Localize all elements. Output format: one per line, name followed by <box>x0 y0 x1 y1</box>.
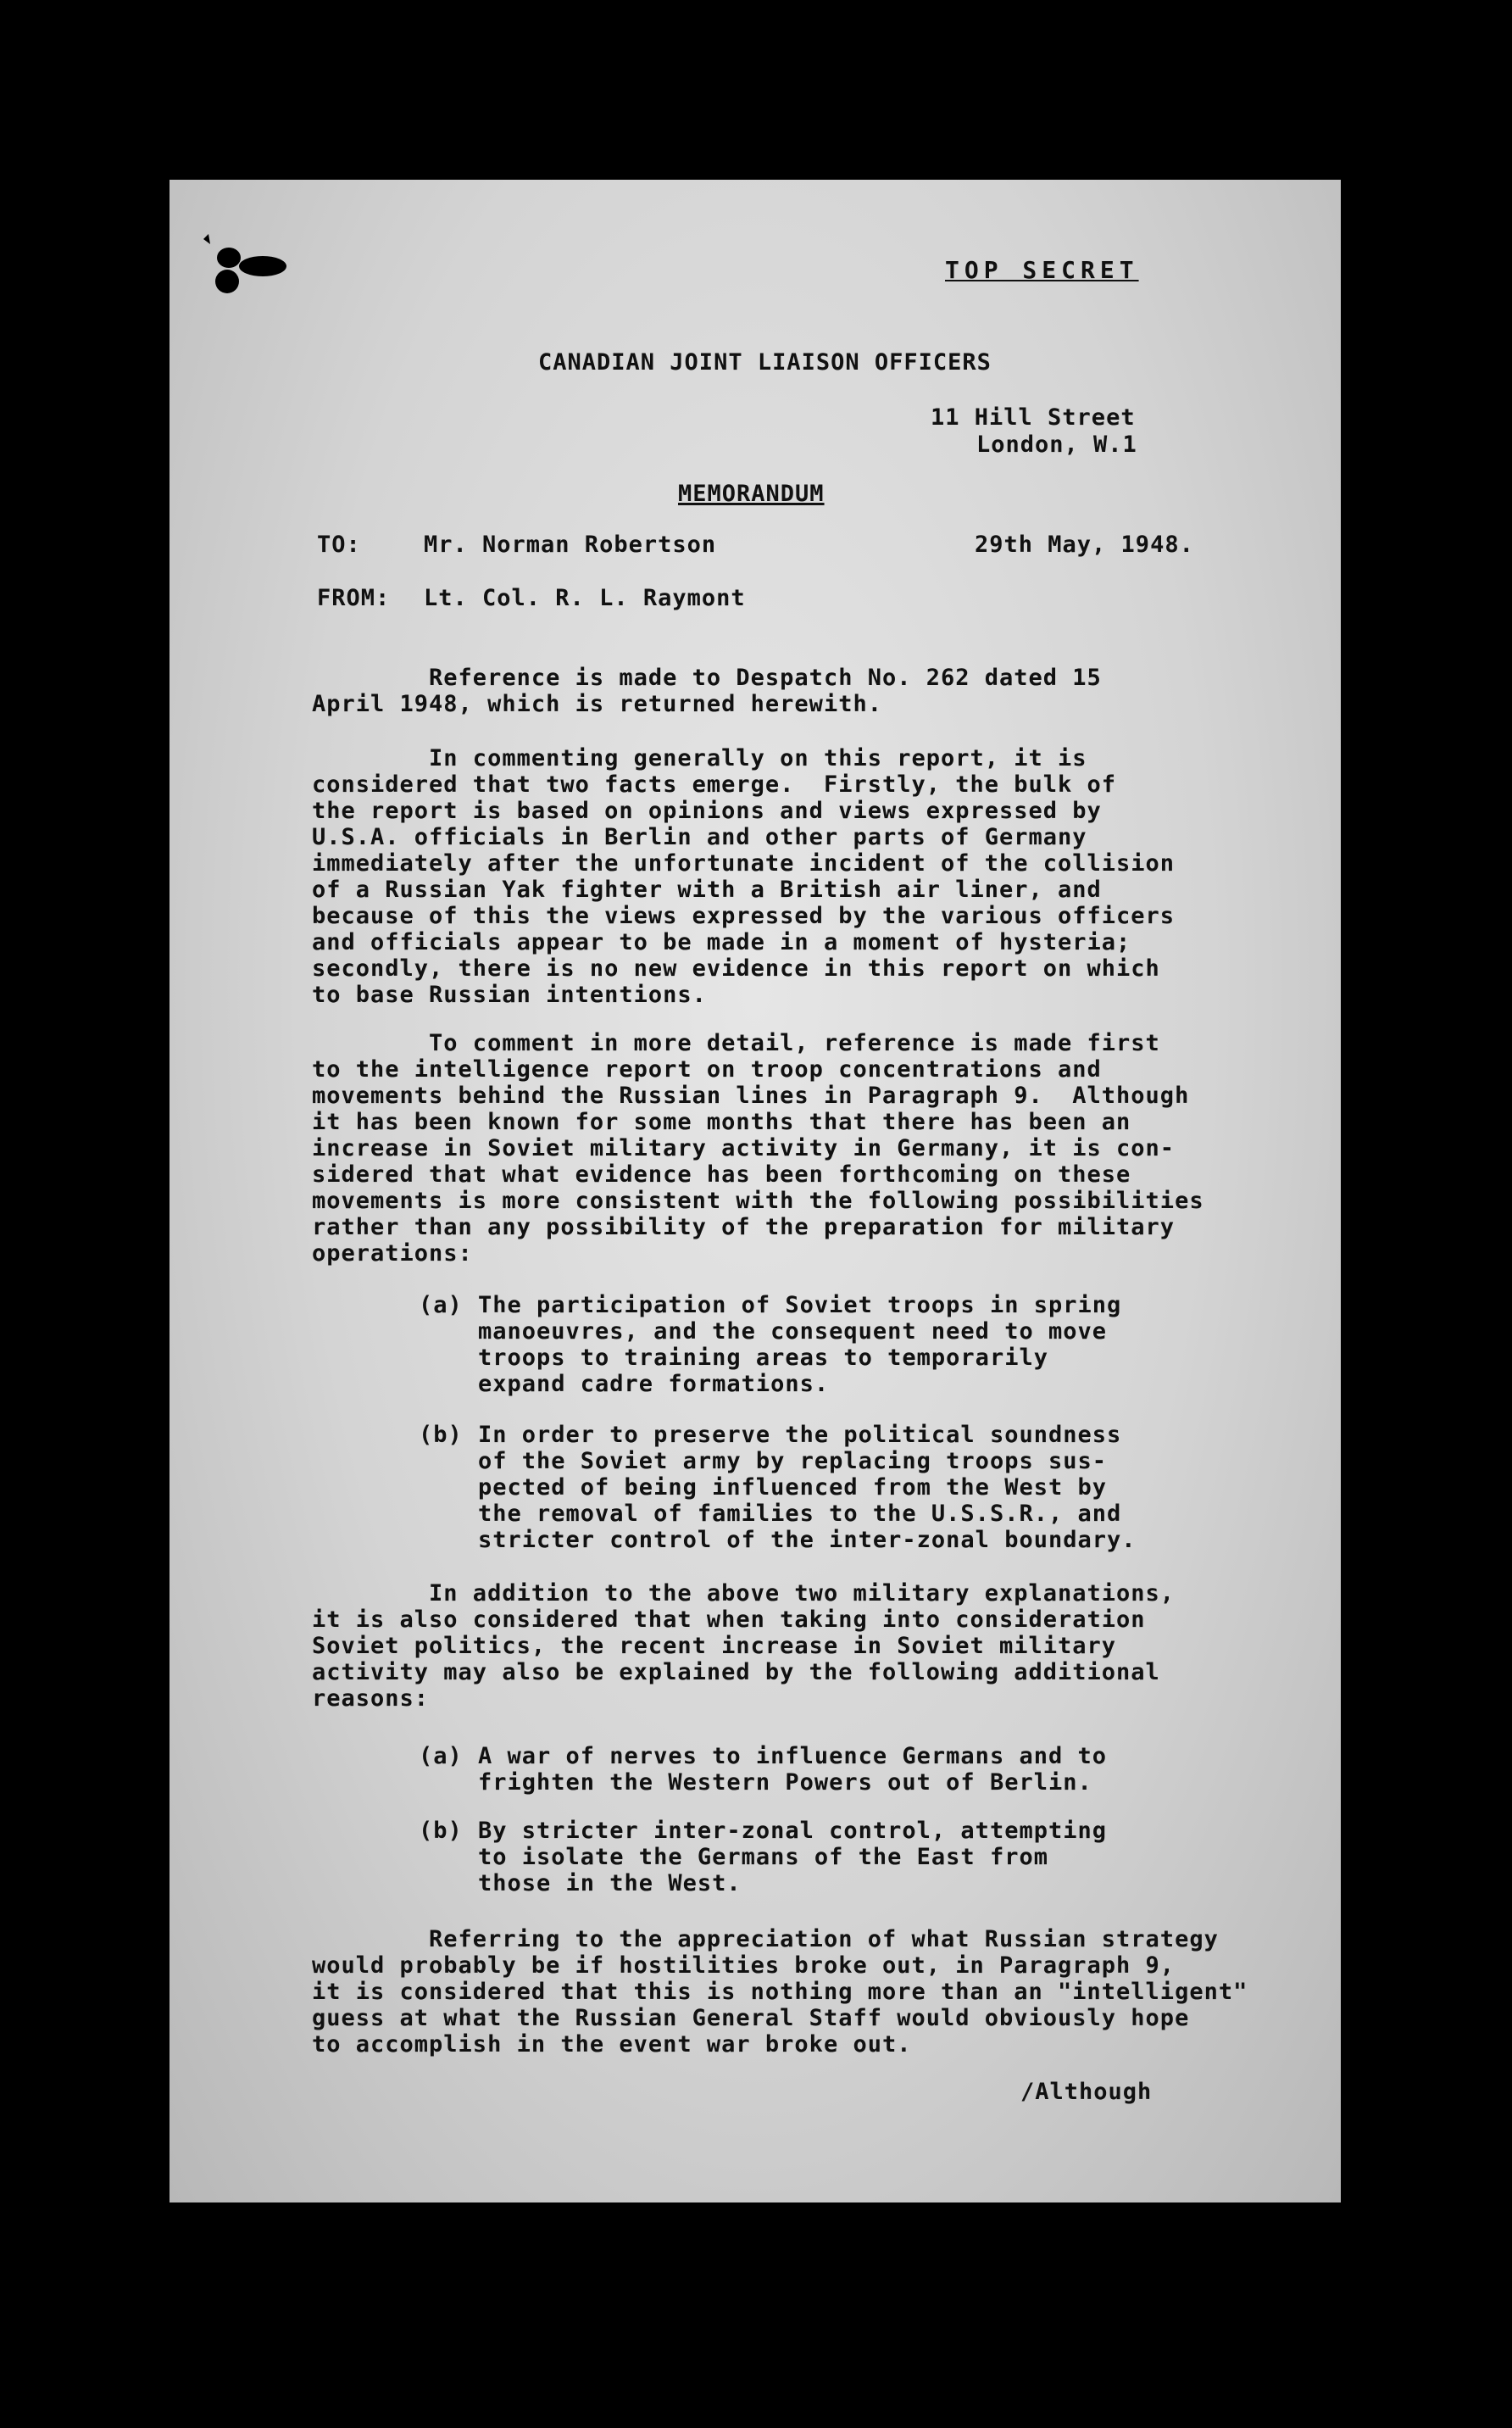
to-recipient: Mr. Norman Robertson <box>424 532 717 558</box>
paragraph-5: Referring to the appreciation of what Russian strategy would probably be if hostilities broke out, in Paragraph 9, it is considered that this is nothing more than an "intelligent" guess at what the Russian General Staff would obviously hope to accomplish in the event war broke out. <box>312 1926 1248 2058</box>
continuation-marker: /Although <box>1020 2079 1153 2105</box>
list1-item-b-label: (b) <box>419 1422 463 1448</box>
list1-item-b-text: In order to preserve the political soundness of the Soviet army by replacing troops sus- pected of being influenced from the West by the removal of families to the U.S.S.R., and stricter control of the inter-zonal boundary. <box>478 1422 1137 1553</box>
list1-item-a-label: (a) <box>419 1292 463 1318</box>
organization-title: CANADIAN JOINT LIAISON OFFICERS <box>538 349 992 376</box>
document-page <box>170 180 1341 2202</box>
list2-item-a-label: (a) <box>419 1743 463 1769</box>
memo-date: 29th May, 1948. <box>975 532 1194 558</box>
from-label: FROM: <box>317 585 391 611</box>
list2-item-b-label: (b) <box>419 1818 463 1844</box>
list2-item-b-text: By stricter inter-zonal control, attempting to isolate the Germans of the East from those in the West. <box>478 1818 1107 1896</box>
paragraph-2: In commenting generally on this report, it is considered that two facts emerge. Firstly, the bulk of the report is based on opinions and views expressed by U.S.A. officials in Berlin and other parts of Germany immediately after the unfortunate incident of the collision of a Russian Yak fighter with a British air liner, and because of this the views expressed by the various officers and officials appear to be made in a moment of hysteria; secondly, there is no new evidence in this report on which to base Russian intentions. <box>312 745 1176 1008</box>
address-line-2: London, W.1 <box>976 432 1137 458</box>
classification-marking: TOP SECRET <box>945 256 1139 284</box>
list2-item-a-text: A war of nerves to influence Germans and to frighten the Western Powers out of Berlin. <box>478 1743 1107 1796</box>
paragraph-1: Reference is made to Despatch No. 262 dated 15 April 1948, which is returned herewith. <box>312 665 1102 717</box>
address-line-1: 11 Hill Street <box>931 404 1136 431</box>
document-type: MEMORANDUM <box>678 481 825 507</box>
paragraph-3: To comment in more detail, reference is made first to the intelligence report on troop concentrations and movements behind the Russian lines in Paragraph 9. Although it has been known for some months that there has been an increase in Soviet military activity in Germany, it is con- sidered that what evidence has been forthcoming on these movements is more consistent with the following possibilities rather than any possibility of the preparation for military operations: <box>312 1030 1204 1267</box>
to-label: TO: <box>317 532 361 558</box>
list1-item-a-text: The participation of Soviet troops in spring manoeuvres, and the consequent need to move troops to training areas to temporarily expand cadre formations. <box>478 1292 1122 1397</box>
ink-mark <box>195 232 297 309</box>
from-sender: Lt. Col. R. L. Raymont <box>424 585 746 611</box>
paragraph-4: In addition to the above two military explanations, it is also considered that when taking into consideration Soviet politics, the recent increase in Soviet military activity may also be explained by the following additional reasons: <box>312 1580 1176 1712</box>
